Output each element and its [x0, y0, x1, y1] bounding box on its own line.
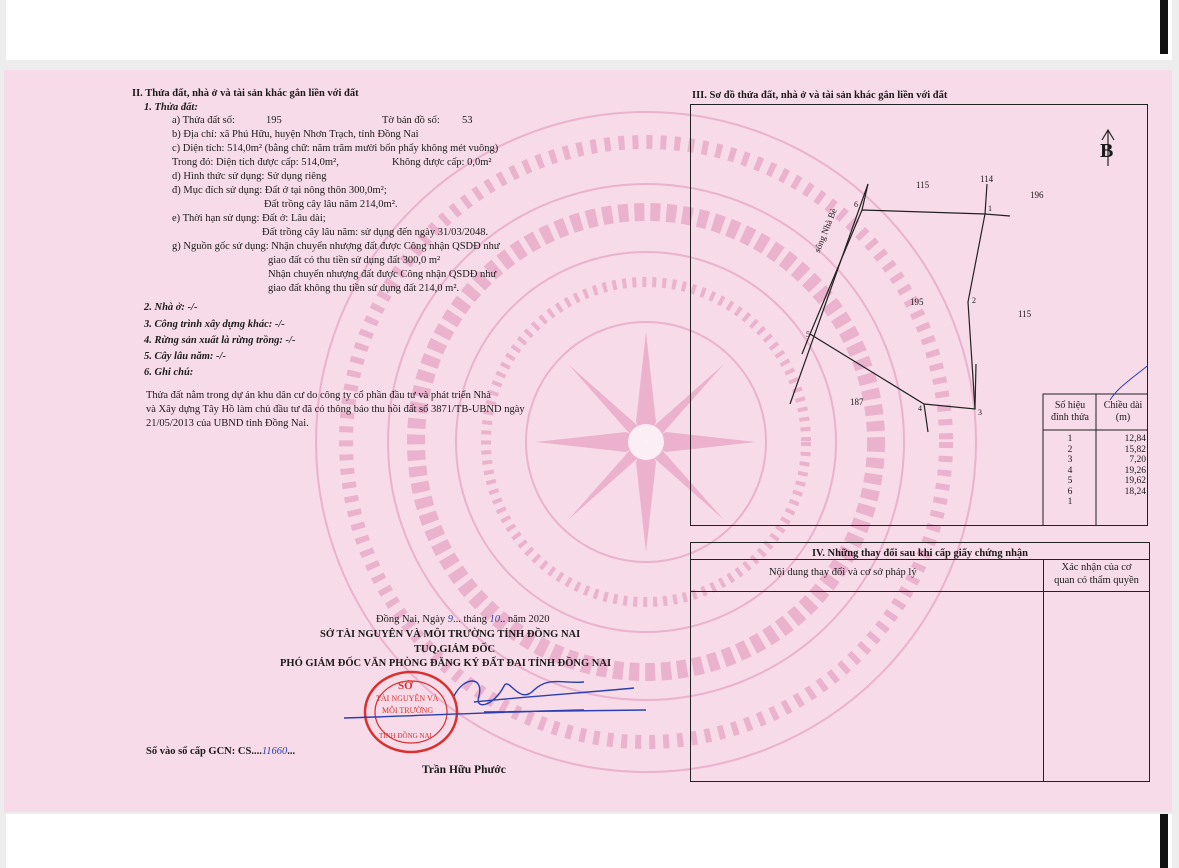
- table-row: 1: [1067, 497, 1073, 507]
- gcn-number-value: 11660: [261, 746, 288, 757]
- note-line-2: và Xây dựng Tây Hồ làm chủ đầu tư đã có thông báo thu hồi đất số 3871/TB-UBND ngày: [146, 404, 525, 415]
- table-row: 3 7,20: [1067, 455, 1146, 465]
- table-row: 2 15,82: [1067, 444, 1146, 455]
- signer-name: Trần Hữu Phước: [422, 764, 506, 776]
- changes-col-divider: [1043, 559, 1044, 781]
- parcel-195: 195: [910, 297, 924, 307]
- note-heading: 6. Ghi chú:: [144, 367, 194, 378]
- gcn-number: Số vào sổ cấp GCN: CS....11660...: [146, 746, 296, 757]
- parcel-114: 114: [980, 174, 994, 184]
- handwritten-signature: [334, 666, 654, 726]
- certificate-page: [4, 70, 1172, 812]
- area-granted: Trong đó: Diện tích được cấp: 514,0m²,: [172, 157, 339, 168]
- page-edge: [1160, 814, 1168, 868]
- table-row: 5 19,62: [1067, 476, 1146, 486]
- distance-table-rows: [1044, 434, 1149, 508]
- origin-line-4: giao đất không thu tiền sử dụng đất 214,0 m².: [268, 283, 460, 294]
- sign-date: Đồng Nai, Ngày 9... tháng 10.. năm 2020: [376, 614, 550, 625]
- land-heading: 1. Thửa đất:: [144, 102, 198, 113]
- section4-heading: IV. Những thay đổi sau khi cấp giấy chứng nhận: [811, 548, 1029, 559]
- signer-title: PHÓ GIÁM ĐỐC VĂN PHÒNG ĐĂNG KÝ ĐẤT ĐAI TỈNH ĐỒNG NAI: [280, 658, 612, 669]
- table-row: 4 19,26: [1067, 465, 1146, 476]
- table-header-length: Chiều dài (m): [1103, 400, 1143, 423]
- previous-page-strip: [6, 0, 1172, 60]
- usage-purpose-2: Đất trồng cây lâu năm 214,0m².: [264, 199, 398, 210]
- parcel-number-label: a) Thửa đất số:: [172, 115, 235, 126]
- next-page-strip: [6, 814, 1172, 868]
- area-line: c) Diện tích: 514,0m² (bằng chữ: năm trăm mười bốn phẩy không mét vuông): [172, 143, 499, 154]
- seal-text-mid: TÀI NGUYÊN VÀ: [376, 694, 439, 703]
- point-3: 3: [978, 408, 982, 417]
- usage-purpose: đ) Mục đích sử dụng: Đất ở tại nông thôn 300,0m²;: [172, 185, 387, 196]
- changes-table: [690, 542, 1150, 782]
- note-line-1: Thửa đất nằm trong dự án khu dân cư do công ty cổ phần đầu tư và phát triển Nhà: [146, 390, 491, 401]
- section3-heading: III. Sơ đồ thửa đất, nhà ở và tài sản khác gắn liền với đất: [692, 90, 948, 101]
- table-row: 1 12,84: [1067, 434, 1146, 444]
- changes-col-confirm: Xác nhận của cơ quan có thẩm quyền: [1054, 562, 1139, 586]
- point-6: 6: [854, 200, 858, 209]
- issuing-org: SỞ TÀI NGUYÊN VÀ MÔI TRƯỜNG TỈNH ĐỒNG NAI: [320, 629, 581, 640]
- house-item: 2. Nhà ở: -/-: [144, 302, 198, 313]
- parcel-115-right: 115: [1018, 309, 1032, 319]
- point-1: 1: [988, 204, 992, 213]
- sign-day: 9: [447, 614, 453, 625]
- seal-text-top: SỞ: [398, 680, 413, 692]
- page-edge: [1160, 0, 1168, 54]
- seal-text-mid2: MÔI TRƯỜNG: [382, 706, 434, 715]
- map-sheet-label: Tờ bản đồ số:: [382, 115, 440, 126]
- area-not-granted: Không được cấp: 0,0m²: [392, 157, 492, 168]
- perennial-item: 5. Cây lâu năm: -/-: [144, 351, 226, 362]
- origin-line-1: g) Nguồn gốc sử dụng: Nhận chuyển nhượng đất được Công nhận QSDĐ như: [172, 241, 500, 252]
- address-line: b) Địa chỉ: xã Phú Hữu, huyện Nhơn Trạch, tỉnh Đồng Nai: [172, 129, 419, 140]
- point-2: 2: [972, 296, 976, 305]
- table-header-point: Số hiệu đỉnh thửa: [1051, 400, 1089, 423]
- forest-item: 4. Rừng sản xuất là rừng trồng: -/-: [144, 335, 296, 346]
- table-row: 6 18,24: [1067, 486, 1146, 497]
- map-sheet-value: 53: [462, 115, 473, 126]
- river-label: sông Nhà Bè: [812, 206, 839, 254]
- point-4: 4: [918, 404, 922, 413]
- origin-line-3: Nhận chuyển nhượng đất được Công nhận QSDĐ như: [268, 269, 497, 280]
- parcel-115-top: 115: [916, 180, 930, 190]
- parcel-187: 187: [850, 397, 864, 407]
- usage-term-2: Đất trồng cây lâu năm: sử dụng đến ngày 31/03/2048.: [262, 227, 489, 238]
- tuq-line: TUQ.GIÁM ĐỐC: [414, 644, 496, 655]
- north-letter: B: [1100, 140, 1114, 162]
- changes-heading-row: [691, 543, 1149, 560]
- sign-month: 10: [489, 614, 500, 625]
- changes-col-content: Nội dung thay đổi và cơ sở pháp lý: [769, 567, 917, 578]
- seal-text-bottom: TỈNH ĐỒNG NAI: [379, 732, 432, 740]
- origin-line-2: giao đất có thu tiền sử dụng đất 300,0 m²: [268, 255, 441, 266]
- parcel-number-value: 195: [266, 115, 282, 126]
- usage-term: e) Thời hạn sử dụng: Đất ở: Lâu dài;: [172, 213, 326, 224]
- note-line-3: 21/05/2013 của UBND tỉnh Đồng Nai.: [146, 418, 309, 429]
- construction-item: 3. Công trình xây dựng khác: -/-: [144, 319, 285, 330]
- usage-form: d) Hình thức sử dụng: Sử dụng riêng: [172, 171, 327, 182]
- point-5: 5: [806, 330, 810, 339]
- section2-heading: II. Thửa đất, nhà ở và tài sản khác gắn liền với đất: [132, 88, 359, 99]
- parcel-196: 196: [1030, 190, 1044, 200]
- changes-header-divider: [691, 591, 1149, 592]
